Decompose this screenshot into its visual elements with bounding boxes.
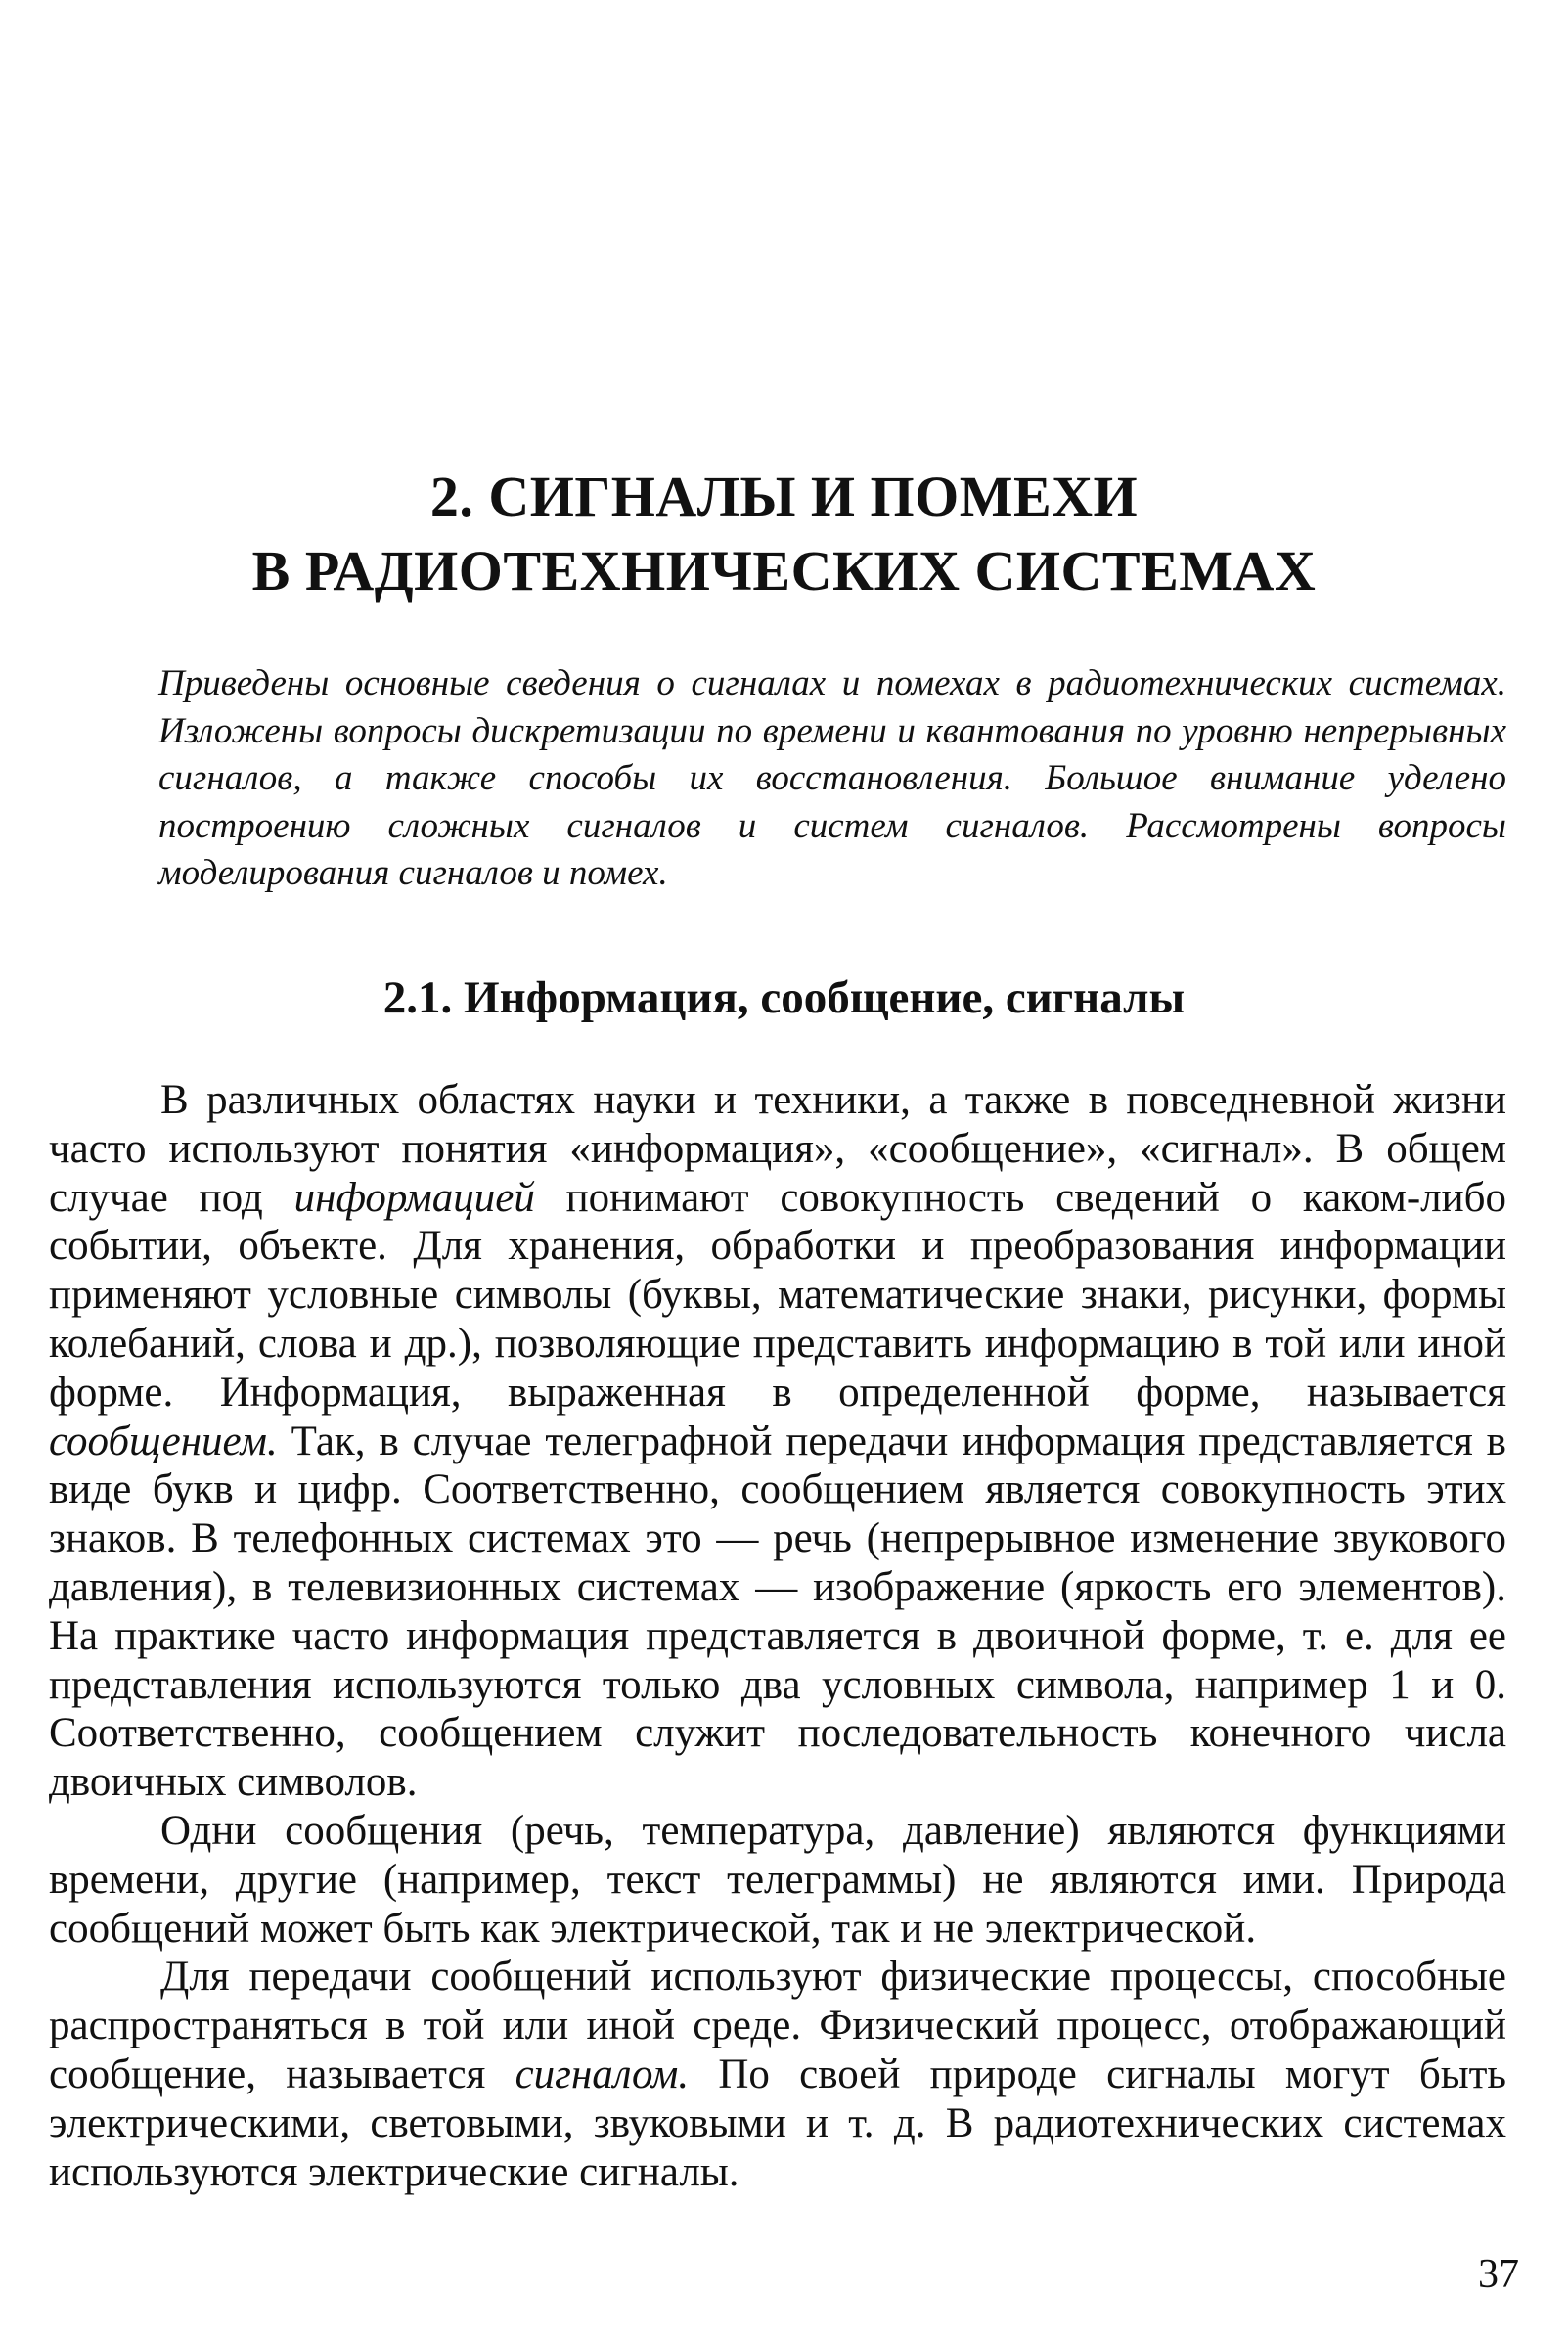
paragraph-1 — [49, 1076, 1506, 1807]
body-text — [49, 1076, 1506, 2196]
paragraph-1-text-b: понимают совокупность сведений о каком-либо событии, объекте. Для хранения, обработки и преобразования информации применяют условные символы (буквы, математические знаки, рисунки, формы колебаний, слова и др.), позволяющие представить информацию в той или иной форме. Информация, выраженная в определенной форме, называется — [49, 1174, 1507, 1416]
page-number: 37 — [1478, 2252, 1519, 2297]
section-title: 2.1. Информация, сообщение, сигналы — [382, 972, 1186, 1023]
chapter-title — [147, 460, 1421, 608]
paragraph-3-text-a: Для передачи сообщений используют физические процессы, способные распространяться в той или иной среде. Физический процесс, отображающий сообщение, называется — [49, 1954, 1506, 2097]
paragraph-1-text-c: Так, в случае телеграфной передачи информация представляется в виде букв и цифр. Соответственно, сообщением является совокупность этих знаков. В телефонных системах это — речь (непрерывное изменение звукового давления), в телевизионных системах — изображение (яркость его элементов). На практике часто информация представляется в двоичной форме, т. е. для ее представления используются только два условных символа, например 1 и 0. Соответственно, сообщением служит последовательность конечного числа двоичных символов. — [49, 1418, 1506, 1806]
term-information: информацией — [293, 1174, 535, 1221]
paragraph-3-text-b: По своей природе сигналы могут быть электрическими, световыми, звуковыми и т. д. В радиотехнических системах используются электрические сигналы. — [49, 2050, 1506, 2195]
paragraph-2: Одни сообщения (речь, температура, давление) являются функциями времени, другие (например, текст телеграммы) не являются ими. Природа сообщений может быть как электрической, так и не электрической. — [49, 1807, 1506, 1952]
term-message: сообщением. — [49, 1418, 278, 1464]
chapter-title-line-1: 2. СИГНАЛЫ И ПОМЕХИ — [429, 465, 1139, 528]
term-signal: сигналом. — [515, 2050, 690, 2097]
chapter-title-line-2: В РАДИОТЕХНИЧЕСКИХ СИСТЕМАХ — [251, 539, 1317, 603]
paragraph-3 — [49, 1953, 1506, 2196]
paragraph-1-text-a: В различных областях науки и техники, а также в повседневной жизни часто используют понятия «информация», «сообщение», «сигнал». В общем случае под — [49, 1077, 1506, 1221]
chapter-abstract: Приведены основные сведения о сигналах и помехах в радиотехнических системах. Изложены вопросы дискретизации по времени и квантования по уровню непрерывных сигналов, а также способы их восстановления. Большое внимание уделено построению сложных сигналов и систем сигналов. Рассмотрены вопросы моделирования сигналов и помех. — [158, 663, 1506, 893]
